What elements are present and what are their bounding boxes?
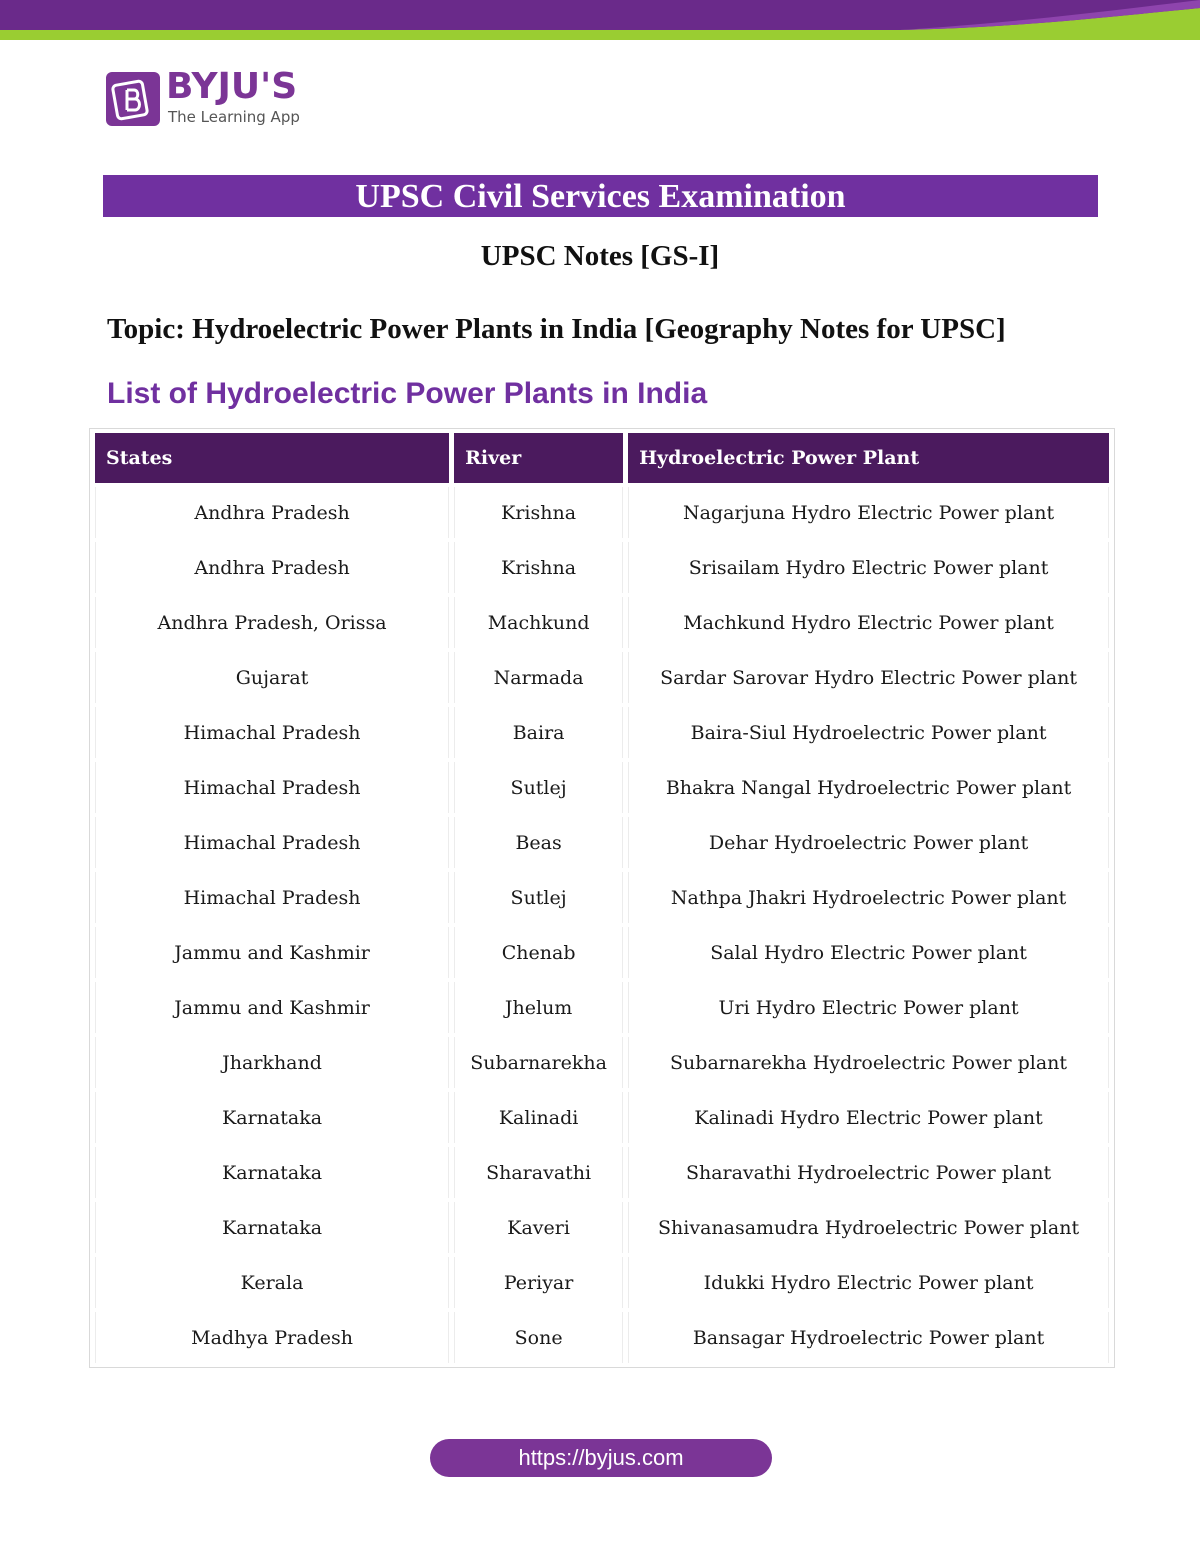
cell-plant: Baira-Siul Hydroelectric Power plant <box>628 707 1109 758</box>
cell-plant: Shivanasamudra Hydroelectric Power plant <box>628 1202 1109 1253</box>
cell-state: Jharkhand <box>95 1037 449 1088</box>
footer-website-link[interactable]: https://byjus.com <box>430 1439 772 1477</box>
cell-plant: Kalinadi Hydro Electric Power plant <box>628 1092 1109 1143</box>
top-decorative-band <box>0 0 1200 46</box>
cell-state: Kerala <box>95 1257 449 1308</box>
cell-river: Sharavathi <box>454 1147 623 1198</box>
cell-river: Kalinadi <box>454 1092 623 1143</box>
table-header-row <box>95 433 1109 483</box>
cell-state: Madhya Pradesh <box>95 1312 449 1363</box>
column-header-river: River <box>454 433 623 483</box>
table-row <box>95 1092 1109 1143</box>
brand-name: BYJU'S <box>166 66 298 107</box>
cell-state: Himachal Pradesh <box>95 817 449 868</box>
section-heading: List of Hydroelectric Power Plants in India <box>107 377 708 410</box>
notes-title: UPSC Notes [GS-I] <box>480 240 720 272</box>
exam-title-banner: UPSC Civil Services Examination <box>103 175 1098 217</box>
table-row <box>95 872 1109 923</box>
column-header-states: States <box>95 433 449 483</box>
cell-plant: Srisailam Hydro Electric Power plant <box>628 542 1109 593</box>
cell-river: Machkund <box>454 597 623 648</box>
cell-plant: Sharavathi Hydroelectric Power plant <box>628 1147 1109 1198</box>
table-row <box>95 1202 1109 1253</box>
cell-state: Andhra Pradesh <box>95 487 449 538</box>
table-row <box>95 817 1109 868</box>
cell-river: Chenab <box>454 927 623 978</box>
cell-plant: Nathpa Jhakri Hydroelectric Power plant <box>628 872 1109 923</box>
table-row <box>95 1037 1109 1088</box>
cell-river: Periyar <box>454 1257 623 1308</box>
cell-state: Himachal Pradesh <box>95 872 449 923</box>
byjus-logo-icon <box>106 72 160 126</box>
cell-state: Andhra Pradesh <box>95 542 449 593</box>
cell-plant: Bansagar Hydroelectric Power plant <box>628 1312 1109 1363</box>
brand-tagline: The Learning App <box>168 108 300 126</box>
cell-state: Himachal Pradesh <box>95 762 449 813</box>
hydroelectric-plants-table <box>89 428 1115 1368</box>
cell-plant: Machkund Hydro Electric Power plant <box>628 597 1109 648</box>
cell-state: Jammu and Kashmir <box>95 927 449 978</box>
cell-plant: Salal Hydro Electric Power plant <box>628 927 1109 978</box>
cell-state: Karnataka <box>95 1202 449 1253</box>
cell-plant: Dehar Hydroelectric Power plant <box>628 817 1109 868</box>
cell-plant: Bhakra Nangal Hydroelectric Power plant <box>628 762 1109 813</box>
cell-river: Krishna <box>454 542 623 593</box>
cell-river: Kaveri <box>454 1202 623 1253</box>
topic-title: Topic: Hydroelectric Power Plants in India [Geography Notes for UPSC] <box>107 313 1006 345</box>
cell-plant: Idukki Hydro Electric Power plant <box>628 1257 1109 1308</box>
table-row <box>95 1312 1109 1363</box>
cell-river: Narmada <box>454 652 623 703</box>
table-row <box>95 1147 1109 1198</box>
table-row <box>95 1257 1109 1308</box>
cell-plant: Nagarjuna Hydro Electric Power plant <box>628 487 1109 538</box>
table-row <box>95 707 1109 758</box>
cell-plant: Sardar Sarovar Hydro Electric Power plant <box>628 652 1109 703</box>
cell-state: Karnataka <box>95 1092 449 1143</box>
table-row <box>95 652 1109 703</box>
table-row <box>95 982 1109 1033</box>
column-header-plant: Hydroelectric Power Plant <box>628 433 1109 483</box>
cell-river: Sutlej <box>454 872 623 923</box>
cell-state: Gujarat <box>95 652 449 703</box>
cell-state: Himachal Pradesh <box>95 707 449 758</box>
cell-plant: Uri Hydro Electric Power plant <box>628 982 1109 1033</box>
cell-river: Jhelum <box>454 982 623 1033</box>
byjus-logo <box>106 66 326 130</box>
cell-state: Andhra Pradesh, Orissa <box>95 597 449 648</box>
table-row <box>95 762 1109 813</box>
cell-state: Jammu and Kashmir <box>95 982 449 1033</box>
cell-plant: Subarnarekha Hydroelectric Power plant <box>628 1037 1109 1088</box>
cell-river: Sone <box>454 1312 623 1363</box>
table-row <box>95 597 1109 648</box>
table-row <box>95 487 1109 538</box>
cell-river: Subarnarekha <box>454 1037 623 1088</box>
cell-river: Beas <box>454 817 623 868</box>
cell-river: Sutlej <box>454 762 623 813</box>
cell-river: Krishna <box>454 487 623 538</box>
cell-river: Baira <box>454 707 623 758</box>
table-row <box>95 927 1109 978</box>
table-row <box>95 542 1109 593</box>
cell-state: Karnataka <box>95 1147 449 1198</box>
